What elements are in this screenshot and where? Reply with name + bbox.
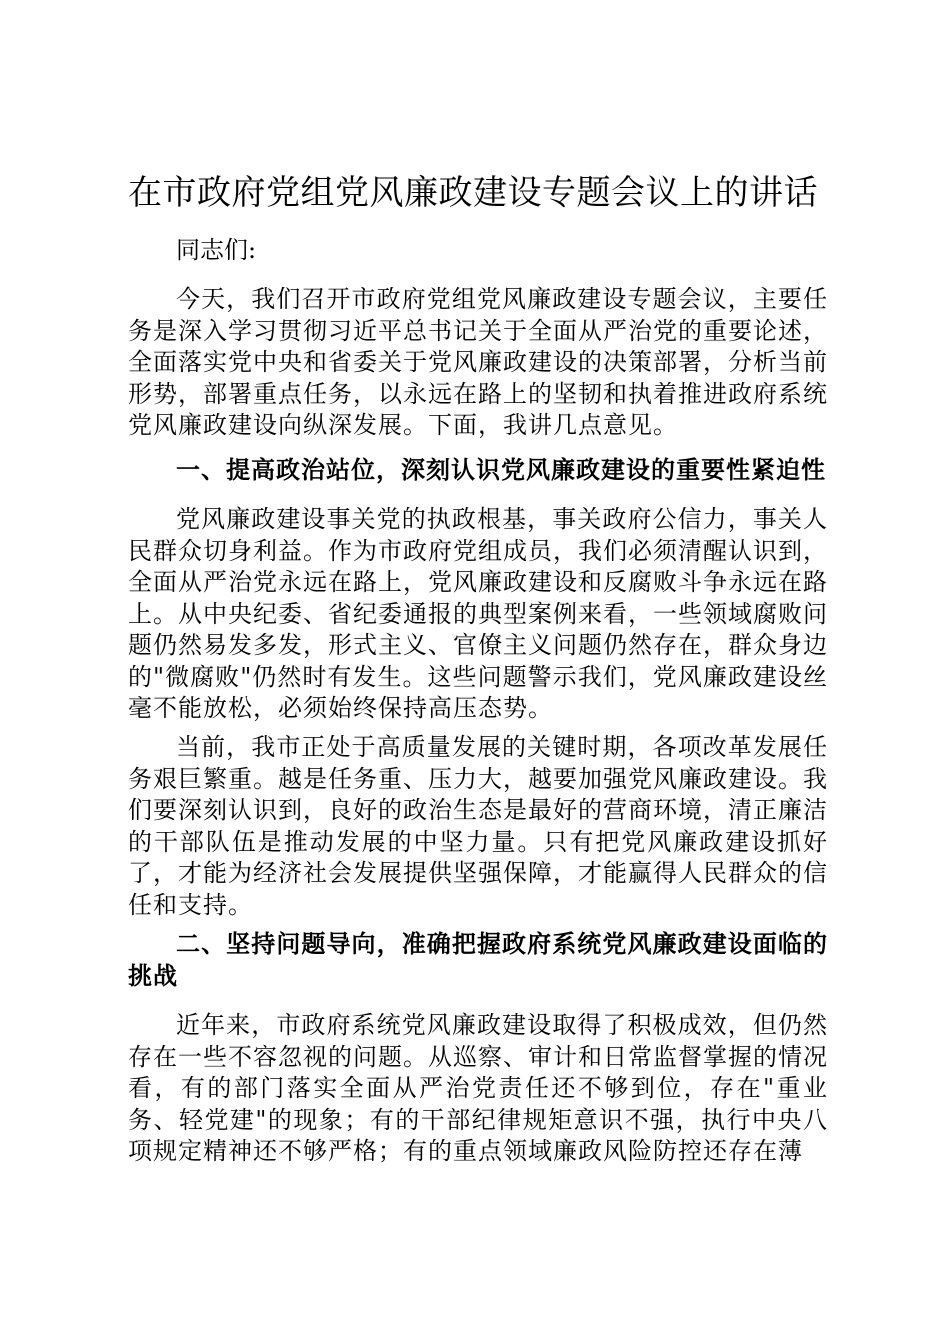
paragraph-section1-a: 党风廉政建设事关党的执政根基，事关政府公信力，事关人民群众切身利益。作为市政府党组成员，我们必须清醒认识到，全面从严治党永远在路上，党风廉政建设和反腐败斗争永远在路上。从中央纪委、省纪委通报的典型案例来看，一些领域腐败问题仍然易发多发，形式主义、官僚主义问题仍然存在，群众身边的"微腐败"仍然时有发生。这些问题警示我们，党风廉政建设丝毫不能放松，必须始终保持高压态势。 (128, 505, 828, 722)
section-heading-1: 一、提高政治站位，深刻认识党风廉政建设的重要性紧迫性 (176, 455, 826, 484)
paragraph-section1-b: 当前，我市正处于高质量发展的关键时期，各项改革发展任务艰巨繁重。越是任务重、压力大，越要加强党风廉政建设。我们要深刻认识到，良好的政治生态是最好的营商环境，清正廉洁的干部队伍是推动发展的中坚力量。只有把党风廉政建设抓好了，才能为经济社会发展提供坚强保障，才能赢得人民群众的信任和支持。 (128, 733, 828, 919)
document-title: 在市政府党组党风廉政建设专题会议上的讲话 (128, 173, 818, 213)
section-heading-2: 二、坚持问题导向，准确把握政府系统党风廉政建设面临的挑战 (128, 929, 828, 990)
salutation: 同志们: (176, 236, 257, 264)
paragraph-intro: 今天，我们召开市政府党组党风廉政建设专题会议，主要任务是深入学习贯彻习近平总书记关于全面从严治党的重要论述，全面落实党中央和省委关于党风廉政建设的决策部署，分析当前形势，部署重点任务，以永远在路上的坚韧和执着推进政府系统党风廉政建设向纵深发展。下面，我讲几点意见。 (128, 285, 828, 439)
paragraph-section2-a: 近年来，市政府系统党风廉政建设取得了积极成效，但仍然存在一些不容忽视的问题。从巡察、审计和日常监督掌握的情况看，有的部门落实全面从严治党责任还不够到位，存在"重业务、轻党建"的现象；有的干部纪律规矩意识不强，执行中央八项规定精神还不够严格；有的重点领域廉政风险防控还存在薄 (128, 1011, 828, 1165)
